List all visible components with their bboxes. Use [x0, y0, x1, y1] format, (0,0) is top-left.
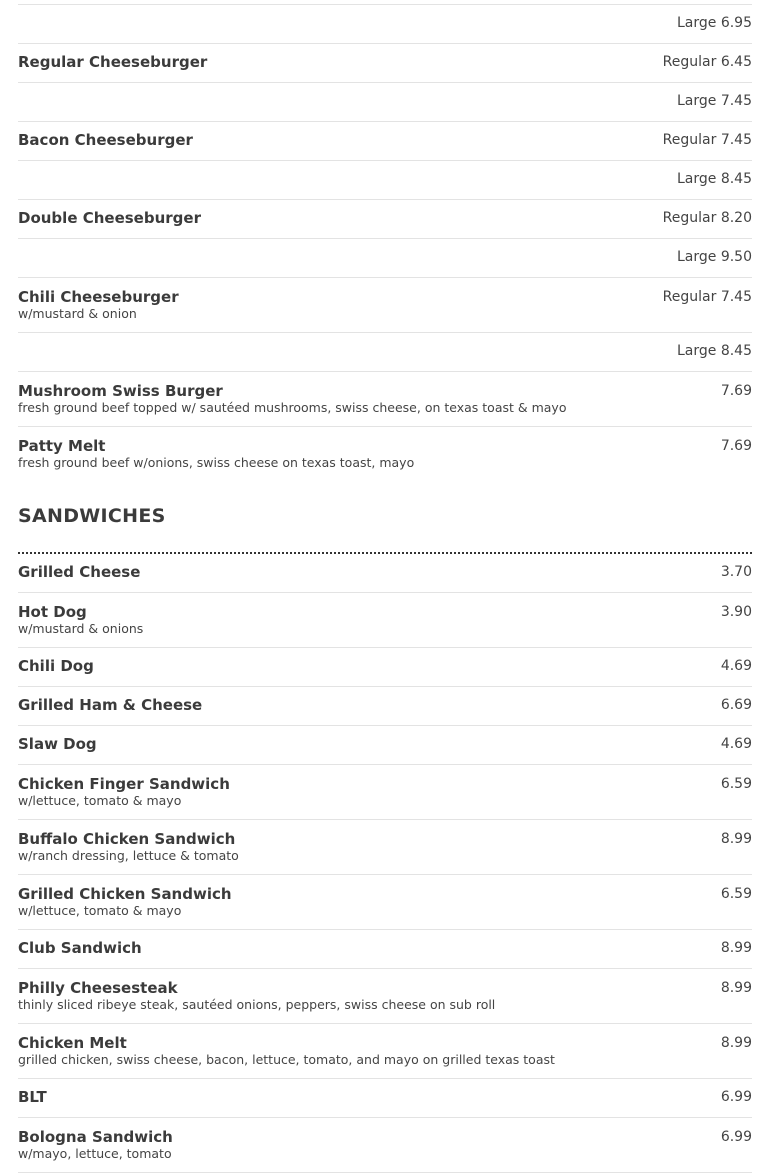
item-price: 6.59: [720, 776, 752, 792]
menu-item-row: [18, 593, 752, 648]
item-price: Regular 8.20: [662, 210, 752, 226]
item-price: 4.69: [720, 658, 752, 674]
section-title: SANDWICHES: [18, 505, 166, 527]
item-price: 7.69: [720, 438, 752, 454]
item-price: Large 9.50: [676, 249, 752, 265]
item-name: Chicken Finger Sandwich: [18, 775, 230, 793]
item-price: Large 8.45: [676, 171, 752, 187]
menu-item-row: [18, 83, 752, 122]
item-name: Chili Dog: [18, 657, 94, 675]
item-price: 4.69: [720, 736, 752, 752]
menu-item-row: [18, 5, 752, 44]
menu-item-row: [18, 765, 752, 820]
item-name: Grilled Cheese: [18, 563, 141, 581]
item-price: 8.99: [720, 980, 752, 996]
item-price: 7.69: [720, 383, 752, 399]
menu: [18, 0, 752, 1173]
item-price: 8.99: [720, 831, 752, 847]
item-description: fresh ground beef w/onions, swiss cheese on texas toast, mayo: [18, 455, 415, 470]
item-price: 8.99: [720, 1035, 752, 1051]
item-name: BLT: [18, 1088, 47, 1106]
item-name: Club Sandwich: [18, 939, 142, 957]
item-name: Patty Melt: [18, 437, 106, 455]
item-name: Regular Cheeseburger: [18, 53, 208, 71]
burgers-list: [18, 0, 752, 482]
item-price: 3.90: [720, 604, 752, 620]
menu-item-row: [18, 969, 752, 1024]
menu-item-row: [18, 44, 752, 83]
item-name: Buffalo Chicken Sandwich: [18, 830, 236, 848]
menu-item-row: [18, 372, 752, 427]
menu-item-row: [18, 820, 752, 875]
item-price: 8.99: [720, 940, 752, 956]
item-price: 6.99: [720, 1089, 752, 1105]
menu-item-row: [18, 161, 752, 200]
item-name: Chicken Melt: [18, 1034, 127, 1052]
item-description: grilled chicken, swiss cheese, bacon, lettuce, tomato, and mayo on grilled texas toast: [18, 1052, 555, 1067]
menu-item-row: [18, 427, 752, 482]
menu-item-row: [18, 875, 752, 930]
item-price: 6.59: [720, 886, 752, 902]
item-name: Hot Dog: [18, 603, 87, 621]
item-name: Grilled Ham & Cheese: [18, 696, 203, 714]
item-name: Mushroom Swiss Burger: [18, 382, 223, 400]
item-description: thinly sliced ribeye steak, sautéed onions, peppers, swiss cheese on sub roll: [18, 997, 496, 1012]
item-description: w/mustard & onion: [18, 306, 137, 321]
item-price: Large 6.95: [676, 15, 752, 31]
menu-item-row: [18, 1079, 752, 1118]
item-price: Regular 7.45: [662, 289, 752, 305]
item-description: fresh ground beef topped w/ sautéed mushrooms, swiss cheese, on texas toast & mayo: [18, 400, 567, 415]
item-price: Regular 6.45: [662, 54, 752, 70]
menu-item-row: [18, 648, 752, 687]
item-name: Chili Cheeseburger: [18, 288, 179, 306]
item-price: Large 7.45: [676, 93, 752, 109]
menu-item-row: [18, 726, 752, 765]
item-price: 6.69: [720, 697, 752, 713]
menu-item-row: [18, 239, 752, 278]
item-description: w/ranch dressing, lettuce & tomato: [18, 848, 239, 863]
item-name: Bologna Sandwich: [18, 1128, 173, 1146]
menu-item-row: [18, 554, 752, 593]
menu-item-row: [18, 122, 752, 161]
menu-item-row: [18, 1024, 752, 1079]
item-name: Grilled Chicken Sandwich: [18, 885, 232, 903]
item-price: 3.70: [720, 564, 752, 580]
item-price: Large 8.45: [676, 343, 752, 359]
item-name: Bacon Cheeseburger: [18, 131, 193, 149]
menu-item-row: [18, 1118, 752, 1173]
item-description: w/lettuce, tomato & mayo: [18, 793, 182, 808]
item-price: 6.99: [720, 1129, 752, 1145]
item-description: w/mayo, lettuce, tomato: [18, 1146, 172, 1161]
menu-item-row: [18, 200, 752, 239]
item-description: w/mustard & onions: [18, 621, 144, 636]
item-price: Regular 7.45: [662, 132, 752, 148]
menu-item-row: [18, 278, 752, 333]
item-name: Double Cheeseburger: [18, 209, 201, 227]
menu-item-row: [18, 930, 752, 969]
section-header-sandwiches: [18, 482, 752, 554]
sandwiches-list: [18, 554, 752, 1173]
menu-item-row: [18, 687, 752, 726]
item-name: Slaw Dog: [18, 735, 97, 753]
item-name: Philly Cheesesteak: [18, 979, 178, 997]
item-description: w/lettuce, tomato & mayo: [18, 903, 182, 918]
menu-item-row: [18, 333, 752, 372]
